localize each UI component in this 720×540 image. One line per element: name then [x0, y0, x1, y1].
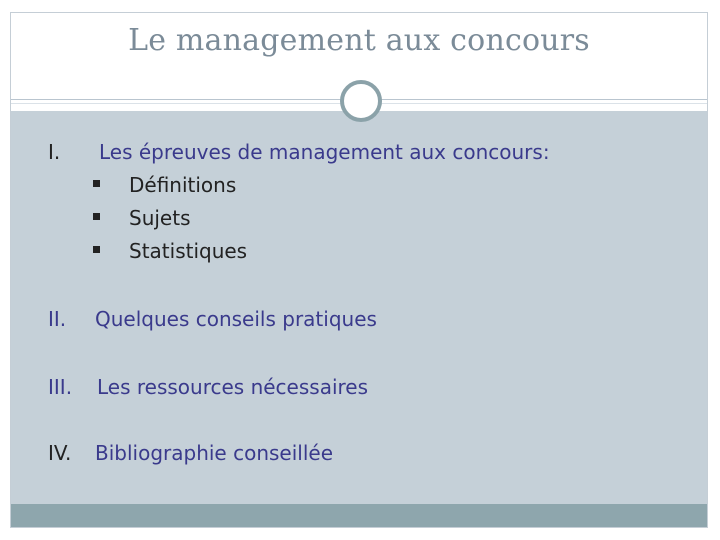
outline-number-3: III. — [48, 375, 73, 399]
outline-item-1: Les épreuves de management aux concours: — [99, 140, 550, 164]
outline-subitem-2: Sujets — [129, 206, 191, 230]
bullet-square-icon — [93, 246, 100, 253]
slide-title: Le management aux concours — [128, 23, 590, 58]
outline-item-3: Les ressources nécessaires — [97, 375, 369, 399]
bullet-square-icon — [93, 180, 100, 187]
footer-bar — [11, 504, 707, 527]
outline-number-1: I. — [48, 140, 61, 164]
bullet-square-icon — [93, 213, 100, 220]
outline-number-4: IV. — [48, 441, 72, 465]
outline-item-4: Bibliographie conseillée — [95, 441, 333, 465]
outline-subitem-3: Statistiques — [129, 239, 248, 263]
slide — [10, 12, 708, 528]
outline-subitem-1: Définitions — [129, 173, 237, 197]
outline-item-2: Quelques conseils pratiques — [95, 307, 377, 331]
circle-ornament-icon — [340, 80, 382, 122]
outline-number-2: II. — [48, 307, 67, 331]
